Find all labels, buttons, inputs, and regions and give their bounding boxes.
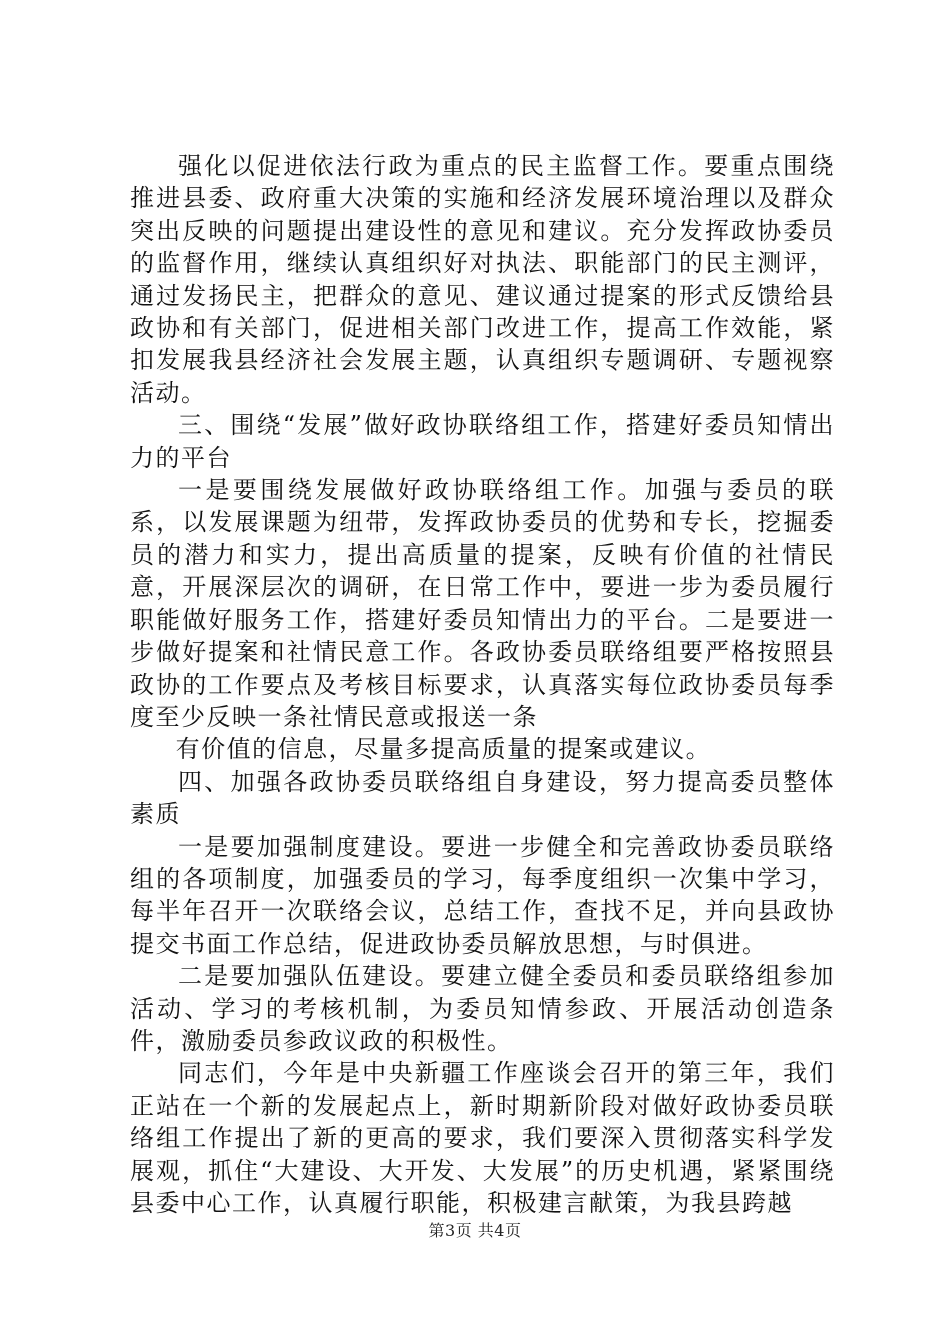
paragraph-democratic-supervision: 强化以促进依法行政为重点的民主监督工作。要重点围绕推进县委、政府重大决策的实施和经济发展环境治理以及群众突出反映的问题提出建设性的意见和建议。充分发挥政协委员的监督作用，继续认真组织好对执法、职能部门的民主测评，通过发扬民主，把群众的意见、建议通过提案的形式反馈给县政协和有关部门，促进相关部门改进工作，提高工作效能，紧扣发展我县经济社会发展主题，认真组织专题调研、专题视察活动。 [130,152,835,407]
section-heading-three: 三、围绕“发展”做好政协联络组工作，搭建好委员知情出力的平台 [130,411,835,472]
paragraph-team-building: 二是要加强队伍建设。要建立健全委员和委员联络组参加活动、学习的考核机制，为委员知情参政、开展活动创造条件，激励委员参政议政的积极性。 [130,962,835,1055]
document-body [130,150,835,1219]
page-number-footer: 第3页 共4页 [428,1221,522,1240]
paragraph-continuation: 有价值的信息，尽量多提高质量的提案或建议。 [175,735,712,764]
section-heading-four: 四、加强各政协委员联络组自身建设，努力提高委员整体素质 [130,767,835,829]
paragraph-liaison-group-work: 一是要围绕发展做好政协联络组工作。加强与委员的联系，以发展课题为纽带，发挥政协委员的优势和专长，挖掘委员的潜力和实力，提出高质量的提案，反映有价值的社情民意，开展深层次的调研，在日常工作中，要进一步为委员履行职能做好服务工作，搭建好委员知情出力的平台。二是要进一步做好提案和社情民意工作。各政协委员联络组要严格按照县政协的工作要点及考核目标要求，认真落实每位政协委员每季度至少反映一条社情民意或报送一条 [130,476,835,731]
paragraph-closing-remarks: 同志们，今年是中央新疆工作座谈会召开的第三年，我们正站在一个新的发展起点上，新时期新阶段对做好政协委员联络组工作提出了新的更高的要求，我们要深入贯彻落实科学发展观，抓住“大建设、大开发、大发展”的历史机遇，紧紧围绕县委中心工作，认真履行职能，积极建言献策，为我县跨越 [130,1059,835,1217]
paragraph-system-building: 一是要加强制度建设。要进一步健全和完善政协委员联络组的各项制度，加强委员的学习，每季度组织一次集中学习，每半年召开一次联络会议，总结工作，查找不足，并向县政协提交书面工作总结，促进政协委员解放思想，与时俱进。 [130,832,835,958]
